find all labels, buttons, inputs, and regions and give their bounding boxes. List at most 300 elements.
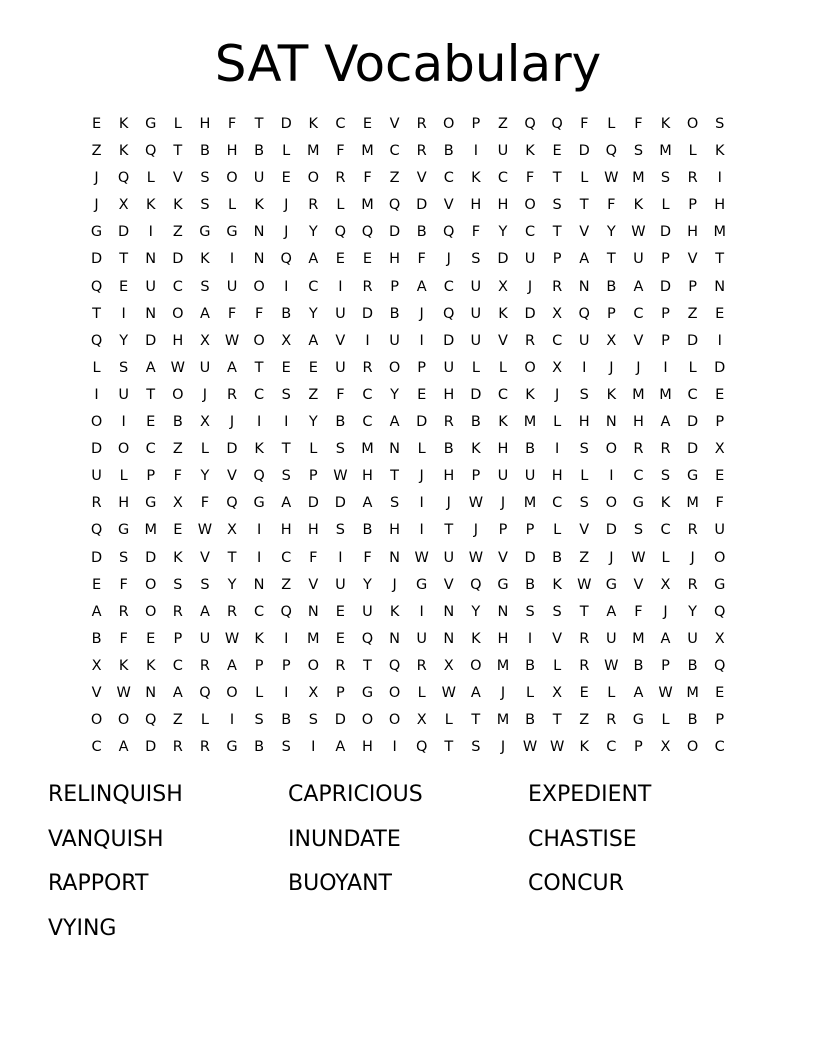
grid-cell: U [389,332,400,349]
grid-cell: J [202,386,208,403]
grid-cell: I [717,170,722,187]
grid-cell: Y [119,332,129,349]
grid-cell: Q [470,576,482,593]
grid-cell: F [634,603,643,620]
grid-cell: H [470,197,482,214]
grid-cell: K [254,441,264,458]
grid-cell: J [392,576,397,593]
grid-cell: R [308,197,319,214]
grid-cell: I [229,251,235,268]
grid-cell: A [227,359,237,376]
grid-cell: Z [687,305,698,322]
grid-cell: F [471,224,481,241]
grid-cell: D [361,305,374,322]
grid-cell: A [199,305,210,322]
grid-cell: G [90,224,103,241]
grid-cell: P [715,414,725,431]
grid-cell: N [145,684,157,701]
grid-cell: P [552,251,562,268]
grid-cell: W [224,332,240,349]
word-list-item: RAPPORT [48,871,149,896]
grid-cell: R [633,441,644,458]
grid-cell: N [253,224,265,241]
grid-cell: L [688,143,697,160]
grid-cell: Q [280,251,292,268]
grid-cell: X [606,332,617,349]
grid-cell: J [690,549,695,566]
grid-cell: S [308,712,318,729]
grid-cell: O [686,116,699,132]
grid-cell: M [496,712,510,729]
grid-cell: H [172,332,184,349]
grid-cell: I [311,739,316,756]
grid-cell: K [498,414,508,431]
grid-cell: F [634,116,643,132]
grid-cell: T [254,359,264,376]
grid-cell: J [500,739,506,756]
grid-cell: E [308,359,318,376]
grid-cell: A [118,739,129,756]
grid-cell: G [416,576,428,593]
grid-cell: V [579,224,590,241]
grid-cell: B [525,441,536,458]
grid-cell: H [497,630,509,647]
grid-cell: R [226,603,238,620]
grid-cell: A [308,251,319,268]
grid-cell: Q [145,143,157,160]
grid-cell: J [419,305,424,322]
grid-cell: L [444,712,453,729]
grid-cell: B [335,414,346,431]
grid-cell: V [552,630,563,647]
grid-cell: P [661,305,670,322]
grid-cell: T [227,549,237,566]
grid-cell: Z [579,549,590,566]
grid-cell: B [525,657,536,674]
grid-cell: N [497,603,509,620]
grid-cell: D [145,739,157,756]
grid-cell: N [253,251,265,268]
grid-cell: Y [200,468,210,485]
grid-cell: I [717,332,722,349]
grid-cell: L [553,522,562,539]
grid-cell: C [335,116,346,132]
grid-cell: O [388,712,401,729]
grid-cell: J [446,495,451,512]
grid-cell: L [688,359,697,376]
grid-cell: S [660,170,671,187]
grid-cell: Q [117,170,130,187]
grid-cell: B [254,739,265,756]
word-list-item: CAPRICIOUS [288,782,423,807]
grid-cell: E [362,116,373,132]
grid-cell: P [498,522,508,539]
grid-cell: R [579,657,590,674]
grid-cell: O [443,116,455,132]
grid-cell: V [389,116,400,132]
grid-cell: E [335,630,345,647]
grid-cell: T [552,170,562,187]
grid-cell: Q [605,143,618,160]
grid-cell: T [579,603,589,620]
grid-cell: O [307,657,319,674]
grid-cell: U [335,305,346,322]
grid-cell: J [284,224,289,241]
grid-cell: S [335,522,345,539]
grid-row [83,626,733,653]
grid-cell: D [687,414,699,431]
grid-cell: J [446,251,451,268]
grid-cell: F [417,251,426,268]
grid-cell: M [523,495,537,512]
grid-cell: B [443,143,454,160]
grid-cell: L [417,441,426,458]
grid-cell: A [416,278,427,295]
grid-cell: C [91,739,102,756]
grid-cell: G [118,522,130,539]
grid-cell: S [119,359,129,376]
grid-cell: T [552,712,562,729]
grid-cell: Q [415,739,428,756]
grid-cell: A [281,495,292,512]
grid-cell: T [552,224,562,241]
grid-cell: Q [713,657,726,674]
grid-cell: L [309,441,318,458]
grid-cell: K [471,441,481,458]
grid-cell: P [634,739,643,756]
grid-cell: D [524,305,536,322]
grid-cell: G [497,576,509,593]
grid-cell: O [524,197,536,214]
grid-cell: X [497,278,508,295]
grid-cell: P [471,116,481,132]
grid-row [83,680,733,707]
grid-cell: P [281,657,291,674]
grid-cell: X [118,197,129,214]
grid-cell: V [497,332,508,349]
grid-cell: M [361,441,374,458]
grid-cell: W [468,549,484,566]
grid-cell: I [338,549,343,566]
grid-cell: H [389,522,401,539]
grid-cell: I [256,522,262,539]
grid-cell: K [254,630,264,647]
grid-cell: S [281,468,291,485]
grid-cell: L [255,684,264,701]
grid-cell: P [525,522,535,539]
grid-cell: P [336,684,345,701]
grid-cell: R [335,657,346,674]
grid-cell: L [661,712,670,729]
grid-cell: W [116,684,131,701]
grid-cell: Q [388,657,401,674]
grid-cell: D [172,251,184,268]
grid-cell: R [91,495,102,512]
grid-cell: O [605,495,618,512]
grid-cell: N [253,576,265,593]
grid-cell: T [173,143,183,160]
grid-cell: O [307,170,319,187]
grid-cell: Q [90,278,103,295]
grid-cell: H [389,251,401,268]
grid-cell: P [254,657,264,674]
grid-cell: K [118,143,129,160]
grid-cell: X [227,522,237,539]
grid-cell: N [443,603,455,620]
grid-cell: X [552,359,563,376]
grid-row [83,545,733,572]
grid-cell: A [172,684,183,701]
grid-cell: H [497,197,509,214]
word-list-item: EXPEDIENT [528,782,652,807]
grid-cell: H [632,414,644,431]
grid-cell: D [334,495,346,512]
grid-cell: S [335,441,345,458]
grid-cell: L [553,657,562,674]
grid-cell: N [578,278,590,295]
grid-cell: F [336,386,345,403]
grid-cell: U [253,170,265,187]
grid-cell: D [714,359,726,376]
grid-cell: H [199,116,211,132]
grid-cell: B [389,305,400,322]
grid-cell: E [552,143,562,160]
grid-cell: K [118,116,129,132]
grid-cell: D [280,116,292,132]
grid-row [83,192,733,219]
grid-cell: K [173,549,183,566]
grid-cell: H [497,441,509,458]
grid-cell: P [688,278,697,295]
grid-cell: D [524,549,536,566]
grid-cell: L [661,197,670,214]
grid-cell: L [498,359,507,376]
grid-cell: B [254,143,265,160]
grid-cell: O [388,684,401,701]
grid-cell: C [524,224,536,241]
grid-cell: O [145,603,157,620]
grid-cell: Z [172,441,183,458]
grid-cell: K [552,576,562,593]
grid-cell: W [604,170,619,187]
grid-cell: F [254,305,264,322]
grid-cell: V [579,522,590,539]
grid-cell: I [473,143,478,160]
grid-cell: H [307,522,319,539]
grid-cell: U [687,630,698,647]
grid-cell: Q [388,197,401,214]
grid-cell: Y [308,414,318,431]
grid-cell: G [253,495,265,512]
grid-cell: B [281,712,292,729]
grid-cell: J [229,414,235,431]
grid-cell: T [390,468,399,485]
grid-cell: Q [713,603,726,620]
grid-cell: T [471,712,481,729]
grid-row [83,707,733,734]
grid-cell: R [362,359,373,376]
word-list-item: CHASTISE [528,826,637,852]
grid-cell: I [284,630,289,647]
grid-cell: T [281,441,291,458]
grid-cell: V [633,332,644,349]
grid-cell: I [365,332,370,349]
grid-row [83,436,733,463]
grid-cell: Q [334,224,347,241]
grid-cell: A [579,251,590,268]
grid-row [83,409,733,436]
grid-cell: V [443,576,454,593]
grid-cell: X [199,332,210,349]
grid-cell: Q [551,116,563,132]
grid-cell: M [686,495,699,512]
word-list-item: CONCUR [528,871,624,896]
grid-cell: S [471,739,481,756]
grid-cell: D [497,251,509,268]
grid-cell: W [333,468,348,485]
grid-cell: K [254,197,264,214]
grid-cell: C [362,414,373,431]
grid-cell: A [145,359,156,376]
grid-cell: D [605,522,617,539]
grid-cell: C [552,495,563,512]
grid-cell: M [659,386,672,403]
grid-cell: H [226,143,238,160]
grid-cell: S [525,603,535,620]
grid-cell: Q [199,684,211,701]
grid-cell: C [443,278,454,295]
grid-cell: K [525,386,535,403]
grid-cell: M [361,197,374,214]
grid-cell: S [579,495,589,512]
grid-row [83,301,733,328]
grid-cell: Y [308,224,318,241]
grid-cell: R [687,522,698,539]
grid-cell: F [607,197,616,214]
grid-cell: P [173,630,183,647]
grid-cell: F [227,116,237,132]
grid-row [83,572,733,599]
grid-cell: U [335,359,346,376]
grid-cell: Q [90,332,103,349]
grid-cell: D [578,143,590,160]
grid-cell: L [580,170,589,187]
grid-row [83,219,733,246]
grid-cell: C [172,278,183,295]
grid-cell: V [687,251,698,268]
grid-cell: H [362,739,373,756]
grid-cell: C [552,332,563,349]
grid-cell: Q [524,116,536,132]
grid-cell: S [579,441,589,458]
grid-cell: P [417,359,427,376]
grid-cell: E [91,576,102,593]
grid-cell: T [363,657,372,674]
grid-row [83,653,733,680]
grid-cell: M [496,657,510,674]
grid-cell: H [443,386,455,403]
grid-cell: Q [361,224,374,241]
grid-cell: B [525,712,536,729]
grid-cell: M [686,684,699,701]
grid-cell: L [661,549,670,566]
grid-cell: Y [308,305,318,322]
grid-cell: R [172,603,183,620]
grid-cell: P [606,305,616,322]
grid-cell: F [363,170,372,187]
grid-cell: E [281,359,291,376]
grid-cell: Z [172,224,183,241]
grid-cell: H [551,468,563,485]
grid-cell: U [416,630,427,647]
grid-cell: X [714,630,725,647]
grid-cell: H [443,468,455,485]
grid-cell: E [173,522,183,539]
grid-cell: W [522,739,538,756]
word-list-item: VYING [48,915,117,941]
grid-cell: L [200,712,209,729]
grid-cell: A [389,414,400,431]
grid-cell: N [307,603,319,620]
grid-cell: K [498,305,508,322]
grid-cell: H [280,522,292,539]
grid-cell: U [443,359,455,376]
grid-cell: D [145,549,157,566]
grid-cell: B [172,414,183,431]
grid-cell: W [577,576,592,593]
grid-cell: X [308,684,319,701]
grid-cell: A [227,657,237,674]
grid-cell: R [687,170,698,187]
grid-cell: E [715,684,725,701]
grid-cell: R [660,441,671,458]
grid-cell: A [660,414,671,431]
grid-cell: U [199,359,211,376]
grid-row [83,734,733,761]
grid-cell: E [417,386,427,403]
grid-row [83,274,733,301]
grid-cell: C [145,441,156,458]
grid-cell: U [633,251,644,268]
grid-cell: P [390,278,399,295]
grid-cell: I [284,278,289,295]
grid-cell: L [119,468,128,485]
grid-cell: E [715,468,725,485]
grid-cell: W [414,549,429,566]
grid-cell: E [335,251,345,268]
grid-cell: D [416,414,428,431]
grid-cell: K [525,143,535,160]
grid-cell: M [632,170,645,187]
grid-cell: B [362,522,373,539]
grid-cell: L [607,684,616,701]
grid-cell: K [389,603,400,620]
grid-cell: D [470,386,482,403]
grid-cell: O [117,441,130,458]
grid-cell: I [338,278,343,295]
grid-cell: S [119,549,129,566]
grid-cell: A [470,684,481,701]
grid-cell: X [714,441,725,458]
grid-row [83,246,733,273]
grid-cell: M [632,386,645,403]
grid-cell: O [172,386,184,403]
grid-cell: O [470,657,482,674]
grid-cell: C [172,657,183,674]
grid-cell: B [416,224,427,241]
grid-cell: F [715,495,724,512]
grid-cell: I [148,224,153,241]
